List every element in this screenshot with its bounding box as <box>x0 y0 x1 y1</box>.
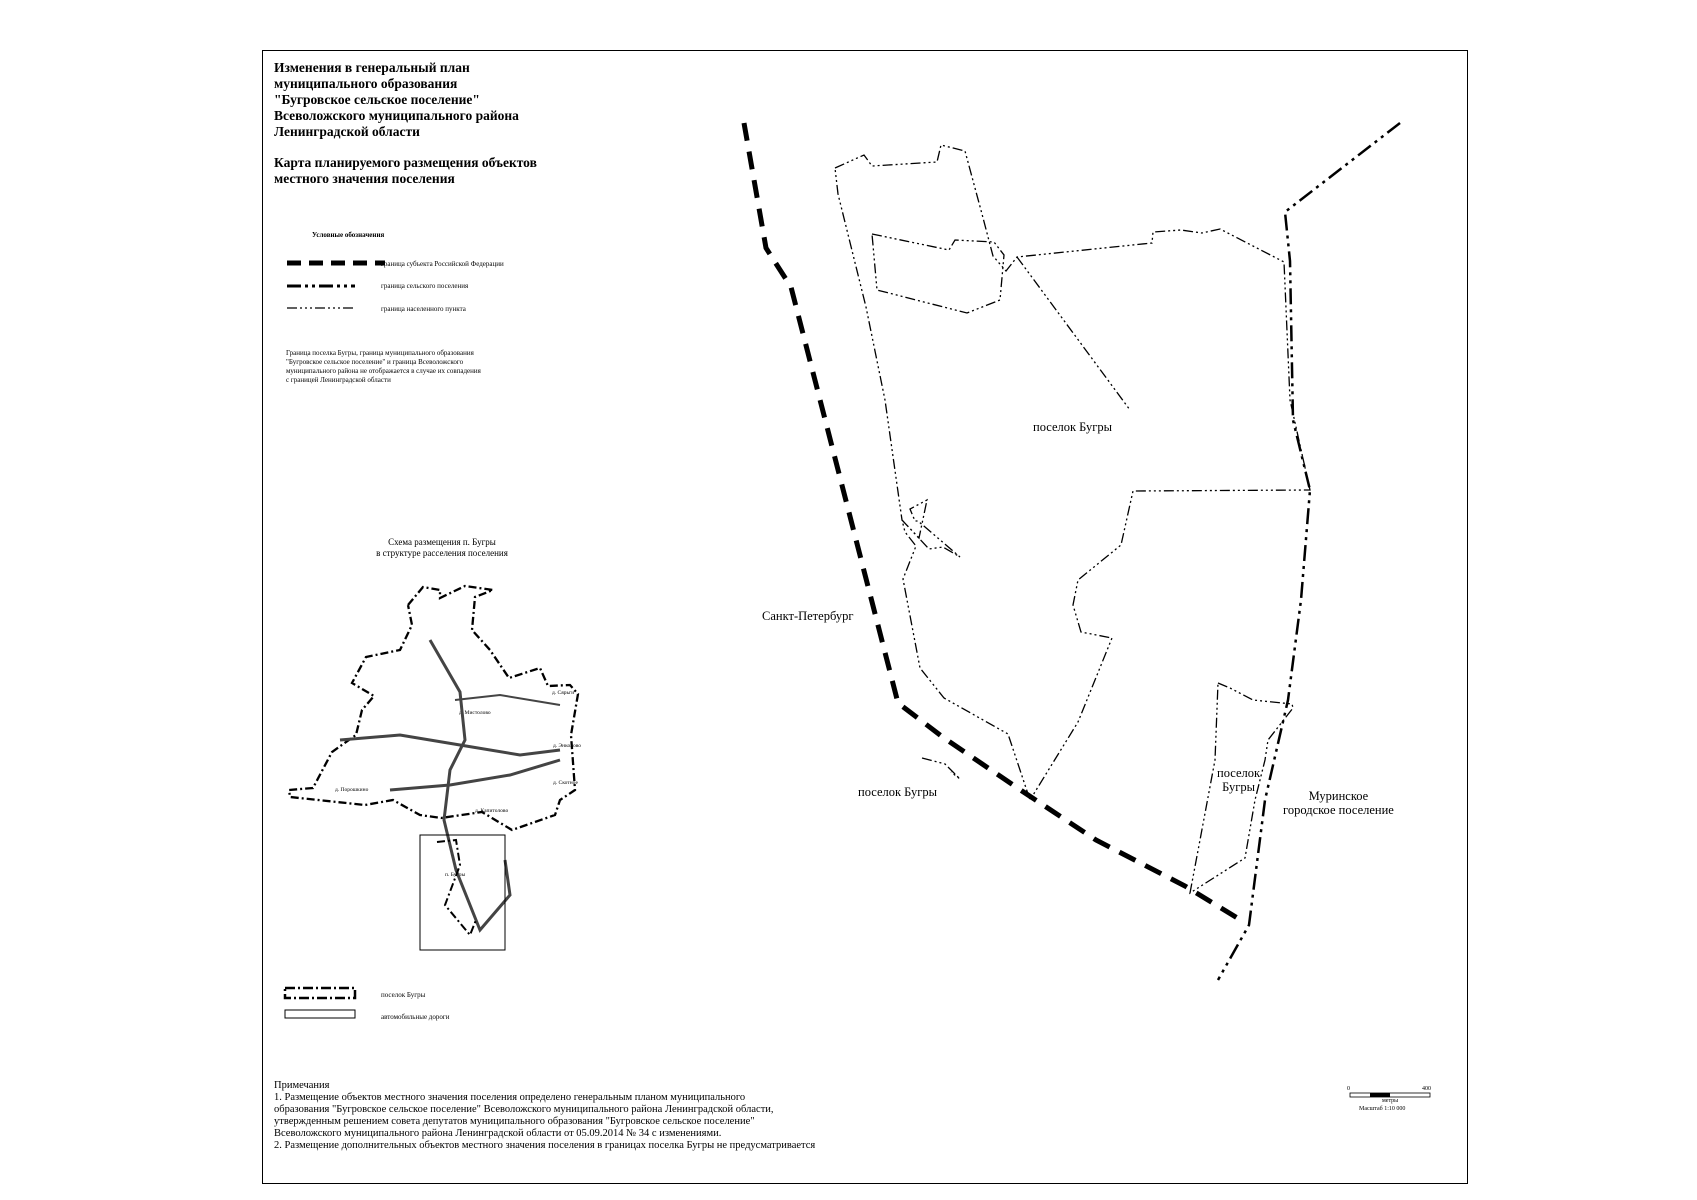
inset-place-label: п. Бугры <box>445 872 466 878</box>
title-line: "Бугровское сельское поселение" <box>274 92 480 107</box>
label-line: городское поселение <box>1283 803 1394 817</box>
title-line: Ленинградской области <box>274 124 420 139</box>
boundary-note-line: с границей Ленинградской области <box>286 376 391 384</box>
notes-heading: Примечания <box>274 1080 330 1091</box>
label-saint-petersburg: Санкт-Петербург <box>762 609 854 623</box>
legend-heading: Условные обозначения <box>312 231 385 239</box>
locality-boundary-bugry-east <box>1190 683 1293 893</box>
label-bugry-south: поселок Бугры <box>858 785 938 799</box>
inset-road <box>455 695 560 705</box>
scale-start: 0 <box>1347 1086 1350 1092</box>
notes-line: утвержденным решением совета депутатов муниципального образования "Бугровское сельское поселение" <box>274 1116 755 1127</box>
title-line: муниципального образования <box>274 76 458 91</box>
label-line: Муринское <box>1308 789 1369 803</box>
label-line: Бугры <box>1222 780 1255 794</box>
legend-label-federal-boundary: граница субъекта Российской Федерации <box>381 260 504 268</box>
inset-place-label: д. Капитолово <box>475 808 509 814</box>
boundary-note-line: Граница поселка Бугры, граница муниципального образования <box>286 349 474 357</box>
inset-place-label: д. Мистолово <box>459 710 491 716</box>
inset-bugry-frame <box>420 835 505 950</box>
notes-line: образования "Бугровское сельское поселение" Всеволожского муниципального района Ленинградской области, <box>274 1104 774 1115</box>
inset-legend-symbol-roads <box>285 1010 355 1018</box>
scale-ratio: Масштаб 1:10 000 <box>1359 1106 1406 1112</box>
title-line: Изменения в генеральный план <box>274 60 470 75</box>
notes-line: 1. Размещение объектов местного значения поселения определено генеральным планом муниципального <box>274 1092 746 1103</box>
inset-legend-label-bugry: поселок Бугры <box>381 991 426 999</box>
inset-bugry-boundary <box>437 840 476 935</box>
scale-unit: метры <box>1382 1098 1399 1104</box>
inset-place-label: д. Сярьги <box>552 690 575 696</box>
subtitle-line: местного значения поселения <box>274 171 455 186</box>
inset-place-label: д. Порошкино <box>335 787 369 793</box>
label-bugry-north: поселок Бугры <box>1033 420 1113 434</box>
inset-legend-symbol-bugry <box>285 988 355 998</box>
locality-boundary-segment <box>1017 257 1130 410</box>
inset-settlement-boundary <box>289 586 578 830</box>
inset-place-label: д. Скотное <box>553 780 578 786</box>
locality-boundary-bugry-south <box>922 758 960 779</box>
inset-place-label: д. Энколово <box>553 743 581 749</box>
legend-label-locality-boundary: граница населенного пункта <box>381 305 466 313</box>
inset-legend-label-roads: автомобильные дороги <box>381 1013 450 1021</box>
notes-line: Всеволожского муниципального района Ленинградской области от 05.09.2014 № 34 с изменениями. <box>274 1128 722 1139</box>
locality-boundary-bugry-north <box>835 145 1310 800</box>
notes-line: 2. Размещение дополнительных объектов местного значения поселения в границах поселка Бугры не предусматривается <box>274 1140 816 1151</box>
boundary-note-line: муниципального района не отображается в случае их совпадения <box>286 367 481 375</box>
title-line: Всеволожского муниципального района <box>274 108 519 123</box>
scale-bar-segment <box>1370 1093 1390 1097</box>
boundary-note-line: "Бугровское сельское поселение" и граница Всеволожского <box>286 358 464 366</box>
inset-road <box>390 760 560 790</box>
locality-boundary-enclave <box>872 234 1004 313</box>
subtitle-line: Карта планируемого размещения объектов <box>274 155 537 170</box>
inset-road <box>340 735 560 755</box>
scale-end: 400 <box>1422 1086 1431 1092</box>
settlement-boundary-line <box>1218 123 1400 980</box>
legend-label-settlement-boundary: граница сельского поселения <box>381 282 469 290</box>
inset-title-line: Схема размещения п. Бугры <box>388 537 496 547</box>
inset-title-line: в структуре расселения поселения <box>376 548 508 558</box>
label-line: поселок <box>1217 766 1261 780</box>
